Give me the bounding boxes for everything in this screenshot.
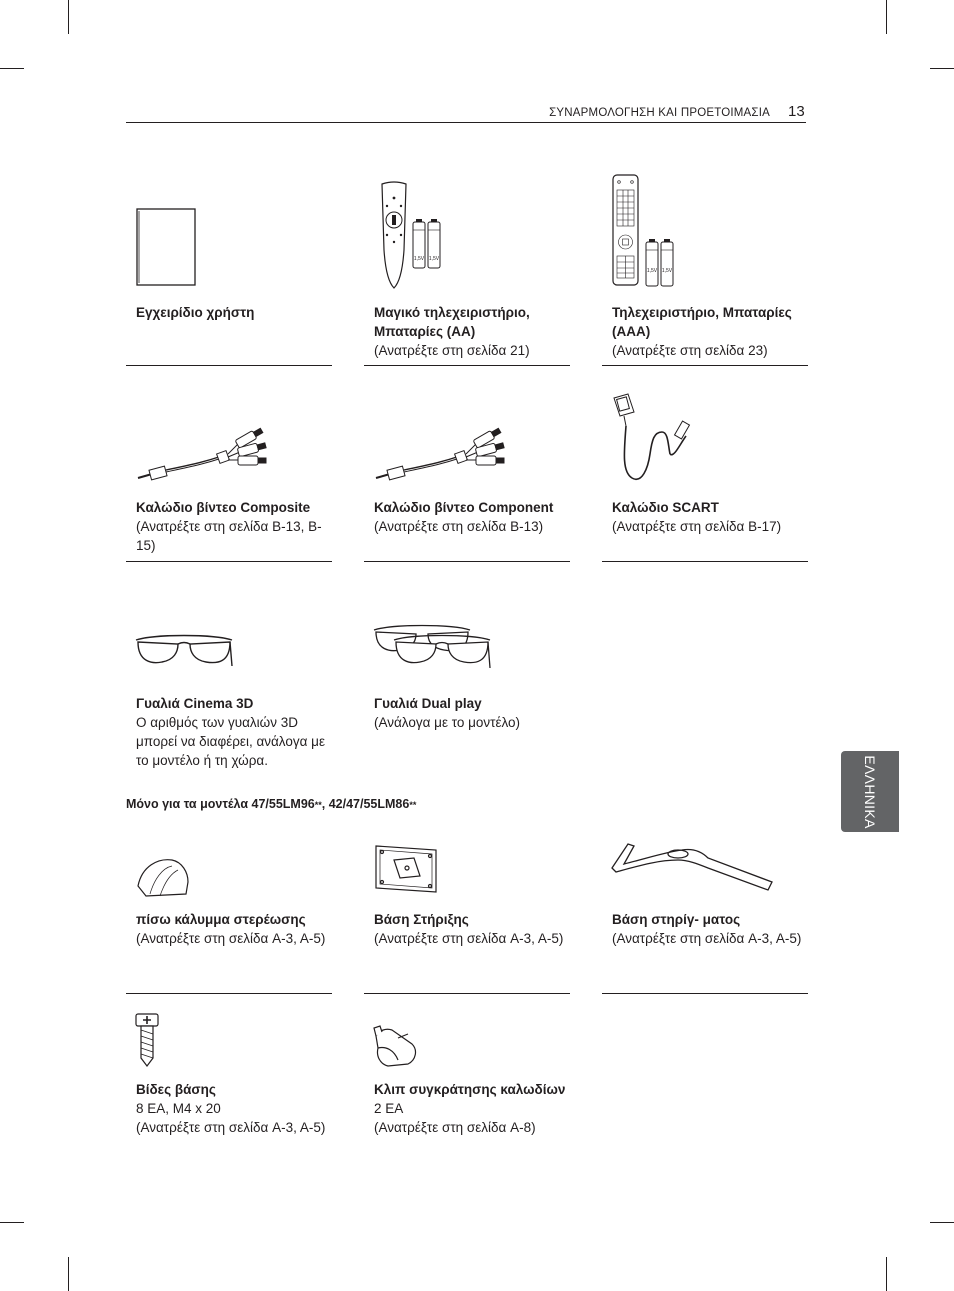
- item-title: Μαγικό τηλεχειριστήριο, Μπαταρίες (AA): [374, 305, 530, 339]
- language-tab: [841, 751, 899, 832]
- magic-remote-icon: [372, 180, 442, 292]
- models-note: [126, 797, 416, 811]
- item-rule: [364, 561, 570, 562]
- item-rule: [602, 365, 808, 366]
- item-title: Τηλεχειριστήριο, Μπαταρίες (AAA): [612, 305, 792, 339]
- item-rule: [126, 365, 332, 366]
- item-desc: (Ανατρέξτε στη σελίδα 23): [612, 343, 768, 358]
- models-note-text: Μόνο για τα μοντέλα 47/55LM96: [126, 797, 315, 811]
- item-rule: [364, 365, 570, 366]
- stand-body-icon: [372, 842, 440, 896]
- cable-holder-icon: [372, 1024, 420, 1070]
- item-desc: Ο αριθμός των γυαλιών 3D μπορεί να διαφέρει, ανάλογα με το μοντέλο ή τη χώρα.: [136, 715, 325, 768]
- item-rule: [364, 993, 570, 994]
- item-rule: [602, 993, 808, 994]
- item-rule: [126, 561, 332, 562]
- models-note-asterisks: **: [314, 800, 322, 810]
- item-title: Γυαλιά Dual play: [374, 696, 482, 711]
- item-desc: 8 EA, M4 x 20: [136, 1101, 221, 1116]
- item-desc: (Ανατρέξτε στη σελίδα B-13, B-15): [136, 519, 322, 553]
- remote-control-icon: [612, 174, 680, 288]
- header-rule: [126, 122, 806, 123]
- crop-mark: [0, 1222, 24, 1223]
- manual-icon: [136, 208, 198, 288]
- item-title: Εγχειρίδιο χρήστη: [136, 305, 255, 320]
- item-desc: (Ανατρέξτε στη σελίδα A-3, A-5): [612, 931, 802, 946]
- dual-play-glasses-icon: [372, 622, 492, 674]
- item-desc: (Ανατρέξτε στη σελίδα 21): [374, 343, 530, 358]
- item-desc: (Ανατρέξτε στη σελίδα A-3, A-5): [136, 1120, 326, 1135]
- page-number: 13: [788, 103, 805, 120]
- crop-mark: [886, 1257, 887, 1291]
- section-title: ΣΥΝΑΡΜΟΛΟΓΗΣΗ ΚΑΙ ΠΡΟΕΤΟΙΜΑΣΙΑ: [549, 107, 770, 119]
- item-title: Καλώδιο βίντεο Component: [374, 500, 554, 515]
- screw-icon: [134, 1012, 160, 1068]
- battery-label: 1,5V: [661, 268, 673, 274]
- item-title: Καλώδιο βίντεο Composite: [136, 500, 311, 515]
- item-title: Καλώδιο SCART: [612, 500, 719, 515]
- crop-mark: [886, 0, 887, 34]
- crop-mark: [930, 1222, 954, 1223]
- stand-base-icon: [608, 838, 774, 898]
- item-rule: [126, 993, 332, 994]
- item-desc: (Ανατρέξτε στη σελίδα A-8): [374, 1120, 536, 1135]
- item-title: Βάση Στήριξης: [374, 912, 469, 927]
- battery-label: 1,5V: [428, 256, 440, 262]
- battery-label: 1,5V: [413, 256, 425, 262]
- composite-cable-icon: [134, 430, 274, 486]
- models-note-text2: , 42/47/55LM86: [321, 797, 410, 811]
- item-title: Κλιπ συγκράτησης καλωδίων: [374, 1082, 566, 1097]
- item-desc: (Ανατρέξτε στη σελίδα B-13): [374, 519, 544, 534]
- item-title: πίσω κάλυμμα στερέωσης: [136, 912, 306, 927]
- item-desc: (Ανατρέξτε στη σελίδα A-3, A-5): [136, 931, 326, 946]
- item-rule: [602, 561, 808, 562]
- battery-label: 1,5V: [646, 268, 658, 274]
- item-desc: (Ανατρέξτε στη σελίδα B-17): [612, 519, 782, 534]
- crop-mark: [68, 1257, 69, 1291]
- item-title: Βίδες βάσης: [136, 1082, 216, 1097]
- item-title: Βάση στηρίγ- ματος: [612, 912, 741, 927]
- models-note-asterisks: **: [409, 800, 417, 810]
- 3d-glasses-icon: [134, 628, 234, 674]
- crop-mark: [0, 68, 24, 69]
- scart-cable-icon: [610, 392, 692, 484]
- item-desc: (Ανατρέξτε στη σελίδα A-3, A-5): [374, 931, 564, 946]
- item-desc: (Ανάλογα με το μοντέλο): [374, 715, 521, 730]
- crop-mark: [930, 68, 954, 69]
- item-title: Γυαλιά Cinema 3D: [136, 696, 254, 711]
- back-cover-icon: [136, 856, 192, 898]
- language-tab-label: ΕΛΛΗΝΙΚΑ: [862, 754, 878, 829]
- crop-mark: [68, 0, 69, 34]
- component-cable-icon: [372, 430, 512, 486]
- item-desc: 2 EA: [374, 1101, 404, 1116]
